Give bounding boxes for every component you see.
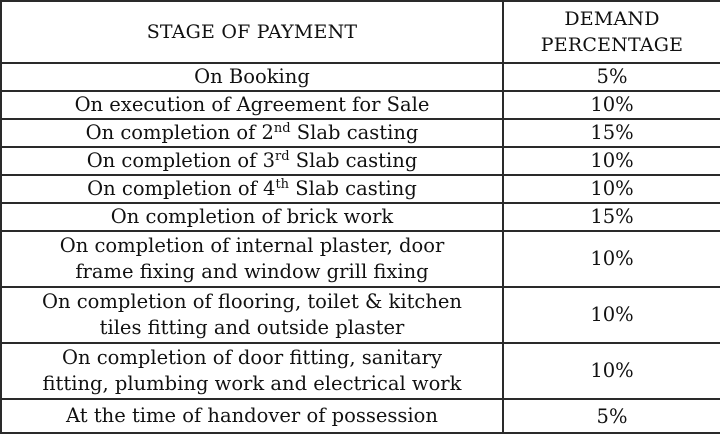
percentage-cell: 10% bbox=[503, 147, 720, 175]
percentage-cell: 5% bbox=[503, 63, 720, 91]
stage-text-line2: frame fixing and window grill fixing bbox=[75, 260, 429, 283]
percentage-cell: 10% bbox=[503, 287, 720, 343]
percentage-cell: 10% bbox=[503, 91, 720, 119]
table-row bbox=[1, 63, 720, 91]
stage-cell bbox=[1, 63, 503, 91]
stage-text-line2: fitting, plumbing work and electrical work bbox=[42, 372, 462, 395]
header-demand-line1: DEMAND bbox=[564, 8, 660, 30]
stage-text-continued: Slab casting bbox=[289, 177, 417, 200]
header-demand-line2: PERCENTAGE bbox=[540, 34, 684, 56]
table-row bbox=[1, 175, 720, 203]
table-row bbox=[1, 119, 720, 147]
stage-text-continued: Slab casting bbox=[289, 149, 418, 172]
stage-cell bbox=[1, 147, 503, 175]
stage-text: On completion of internal plaster, door bbox=[59, 234, 445, 257]
stage-cell bbox=[1, 175, 503, 203]
header-stage-of-payment: STAGE OF PAYMENT bbox=[1, 1, 503, 63]
stage-cell bbox=[1, 203, 503, 231]
stage-cell bbox=[1, 119, 503, 147]
stage-text: On Booking bbox=[194, 65, 310, 88]
table-row bbox=[1, 203, 720, 231]
stage-text: On completion of brick work bbox=[110, 205, 394, 228]
ordinal-suffix: th bbox=[275, 177, 290, 192]
stage-cell bbox=[1, 343, 503, 399]
stage-text: On execution of Agreement for Sale bbox=[74, 93, 430, 116]
stage-cell bbox=[1, 399, 503, 433]
stage-text: On completion of 2 bbox=[85, 121, 274, 144]
table-row bbox=[1, 231, 720, 287]
header-demand-percentage bbox=[503, 1, 720, 63]
stage-text: On completion of door fitting, sanitary bbox=[62, 346, 442, 369]
table-row bbox=[1, 91, 720, 119]
stage-text-continued: Slab casting bbox=[290, 121, 419, 144]
percentage-cell: 10% bbox=[503, 175, 720, 203]
table-row bbox=[1, 287, 720, 343]
ordinal-suffix: nd bbox=[273, 121, 291, 136]
stage-cell bbox=[1, 287, 503, 343]
stage-cell bbox=[1, 91, 503, 119]
percentage-cell: 15% bbox=[503, 203, 720, 231]
table-row bbox=[1, 343, 720, 399]
stage-text: At the time of handover of possession bbox=[66, 404, 438, 427]
percentage-cell: 10% bbox=[503, 231, 720, 287]
percentage-cell: 15% bbox=[503, 119, 720, 147]
stage-cell bbox=[1, 231, 503, 287]
stage-text: On completion of 4 bbox=[87, 177, 276, 200]
stage-text: On completion of 3 bbox=[86, 149, 275, 172]
table-header-row bbox=[1, 1, 720, 63]
ordinal-suffix: rd bbox=[274, 149, 290, 164]
stage-text: On completion of flooring, toilet & kitchen bbox=[41, 290, 462, 313]
percentage-cell: 10% bbox=[503, 343, 720, 399]
stage-text-line2: tiles fitting and outside plaster bbox=[99, 316, 405, 339]
table-row bbox=[1, 399, 720, 433]
percentage-cell: 5% bbox=[503, 399, 720, 433]
table-row bbox=[1, 147, 720, 175]
